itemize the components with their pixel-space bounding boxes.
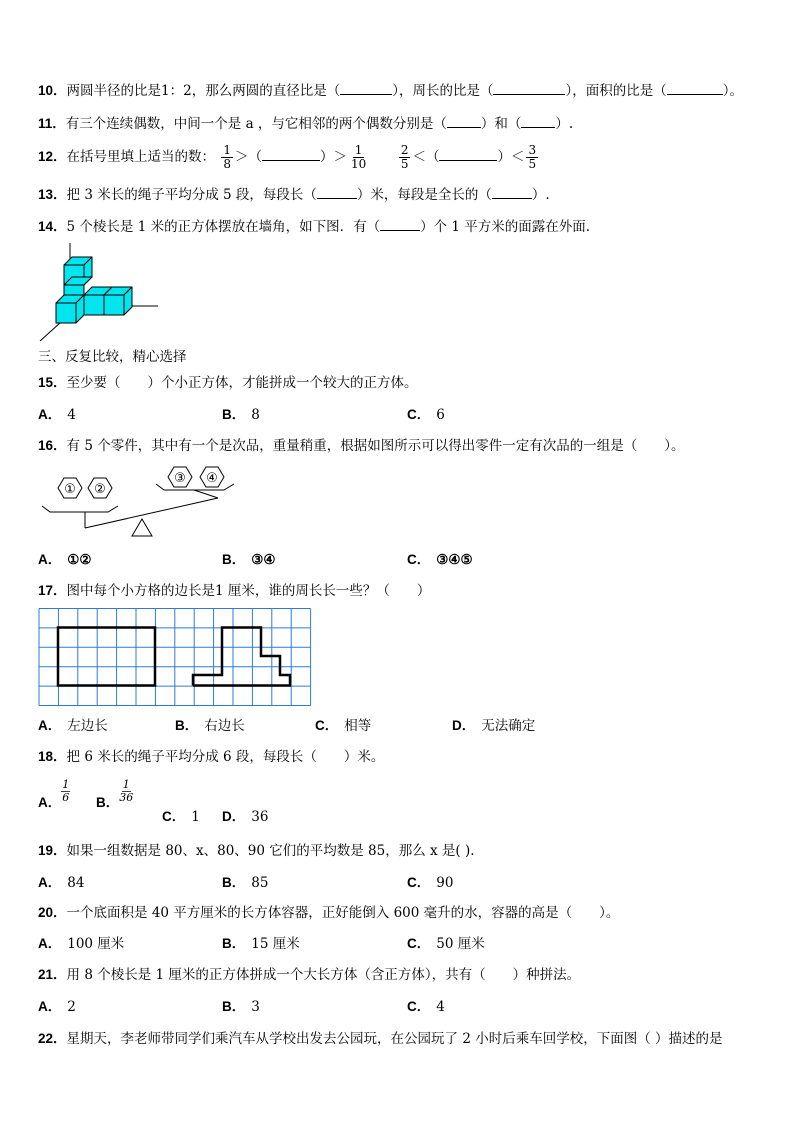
answer-blank[interactable]: [317, 186, 357, 199]
answer-blank[interactable]: [380, 218, 420, 231]
option-a[interactable]: A． 100 厘米: [38, 936, 125, 952]
question-20: 20．一个底面积是 40 平方厘米的长方体容器，正好能倒入 600 毫升的水，容器的高是（ ）。: [38, 905, 620, 921]
question-number: 19．: [38, 843, 67, 858]
option-d[interactable]: D． 无法确定: [452, 718, 536, 734]
option-c[interactable]: C． 相等: [315, 718, 372, 734]
question-14: 14．5 个棱长是 1 米的正方体摆放在墙角，如下图．有（ ）个 1 平方米的面露在外面.: [38, 219, 591, 235]
option-c[interactable]: C． 90: [407, 875, 454, 891]
option-b[interactable]: B． ③④: [222, 552, 276, 568]
option-b[interactable]: B． 右边长: [175, 718, 245, 734]
fraction: $\frac{3}{5}$: [528, 143, 537, 171]
answer-blank[interactable]: [667, 82, 723, 95]
section-heading: 三、反复比较，精心选择: [38, 349, 187, 365]
pan-item: ②: [94, 482, 106, 497]
question-number: 22．: [38, 1031, 67, 1046]
question-number: 17．: [38, 583, 67, 598]
fraction: $\frac{1}{8}$: [223, 143, 231, 171]
fraction: $\frac{1}{6}$: [62, 778, 70, 804]
option-c[interactable]: C． 1: [162, 809, 200, 825]
pan-item: ④: [206, 471, 218, 486]
option-a[interactable]: A． 84: [38, 875, 85, 891]
question-number: 13．: [38, 187, 67, 202]
question-22: 22．星期天，李老师带同学们乘汽车从学校出发去公园玩，在公园玩了 2 小时后乘车回学校，下面图（ ）描述的是: [38, 1031, 723, 1047]
option-c[interactable]: C． 50 厘米: [407, 936, 485, 952]
answer-blank[interactable]: [492, 186, 532, 199]
fraction: $\frac{2}{5}$: [400, 143, 409, 171]
question-number: 10．: [38, 83, 67, 98]
question-13: 13．把 3 米长的绳子平均分成 5 段，每段长（ ）米，每段是全长的（ ）.: [38, 187, 550, 203]
option-b[interactable]: B． 8: [222, 407, 260, 423]
option-d[interactable]: D． 36: [222, 809, 269, 825]
question-10: 10．两圆半径的比是1：2，那么两圆的直径比是（ ），周长的比是（ ），面积的比是（ ）。: [38, 83, 743, 99]
answer-blank[interactable]: [340, 82, 392, 95]
fraction: $\frac{1}{36}$: [119, 778, 134, 804]
question-number: 11．: [38, 116, 66, 131]
option-c[interactable]: C． 4: [407, 999, 445, 1015]
question-number: 21．: [38, 967, 67, 982]
pan-item: ①: [64, 482, 76, 497]
option-a[interactable]: A． 左边长: [38, 718, 108, 734]
answer-blank[interactable]: [262, 148, 320, 161]
question-16: 16．有 5 个零件，其中有一个是次品，重量稍重，根据如图所示可以得出零件一定有次品的一组是（ ）。: [38, 438, 685, 454]
perimeter-grid-figure: [38, 608, 310, 706]
fraction: $\frac{1}{10}$: [350, 143, 367, 171]
answer-blank[interactable]: [521, 115, 555, 128]
question-number: 16．: [38, 438, 67, 453]
option-a[interactable]: A． 4: [38, 407, 76, 423]
question-21: 21．用 8 个棱长是 1 厘米的正方体拼成一个大长方体（含正方体），共有（ ）种拼法。: [38, 967, 581, 983]
question-number: 18．: [38, 749, 67, 764]
question-17: 17．图中每个小方格的边长是1 厘米，谁的周长长一些？（ ）: [38, 583, 431, 599]
left-rectangle-shape: [58, 628, 155, 686]
question-11: 11．有三个连续偶数，中间一个是 a ，与它相邻的两个偶数分别是（ ）和（ ）.: [38, 116, 574, 132]
option-a[interactable]: A． ①②: [38, 552, 92, 568]
option-a[interactable]: A． 2: [38, 999, 76, 1015]
option-b[interactable]: B． $\frac{1}{36}$: [96, 778, 134, 810]
question-15: 15．至少要（ ）个小正方体，才能拼成一个较大的正方体。: [38, 375, 418, 391]
option-a[interactable]: A． $\frac{1}{6}$: [38, 778, 70, 810]
option-b[interactable]: B． 15 厘米: [222, 936, 300, 952]
question-12: 12．在括号里填上适当的数： $\frac{1}{8}$ ＞（ ）＞ $\frac{1}{10}$ $\frac{2}{5}$ ＜（ ）＜ $\frac{3}{5}$: [38, 143, 537, 171]
cube-corner-figure: [38, 243, 168, 343]
answer-blank[interactable]: [439, 148, 497, 161]
option-b[interactable]: B． 3: [222, 999, 260, 1015]
answer-blank[interactable]: [447, 115, 481, 128]
question-number: 12．: [38, 149, 67, 164]
question-number: 15．: [38, 375, 67, 390]
option-c[interactable]: C． ③④⑤: [407, 552, 473, 568]
question-18: 18．把 6 米长的绳子平均分成 6 段，每段长（ ）米。: [38, 749, 385, 765]
pan-item: ③: [174, 471, 186, 486]
balance-scale-figure: [38, 462, 238, 542]
option-b[interactable]: B． 85: [222, 875, 269, 891]
question-19: 19．如果一组数据是 80、x、80、90 它们的平均数是 85，那么 x 是( ).: [38, 843, 475, 859]
question-number: 14．: [38, 219, 67, 234]
question-number: 20．: [38, 905, 67, 920]
right-stair-shape: [193, 628, 290, 686]
answer-blank[interactable]: [493, 82, 565, 95]
option-c[interactable]: C． 6: [407, 407, 445, 423]
